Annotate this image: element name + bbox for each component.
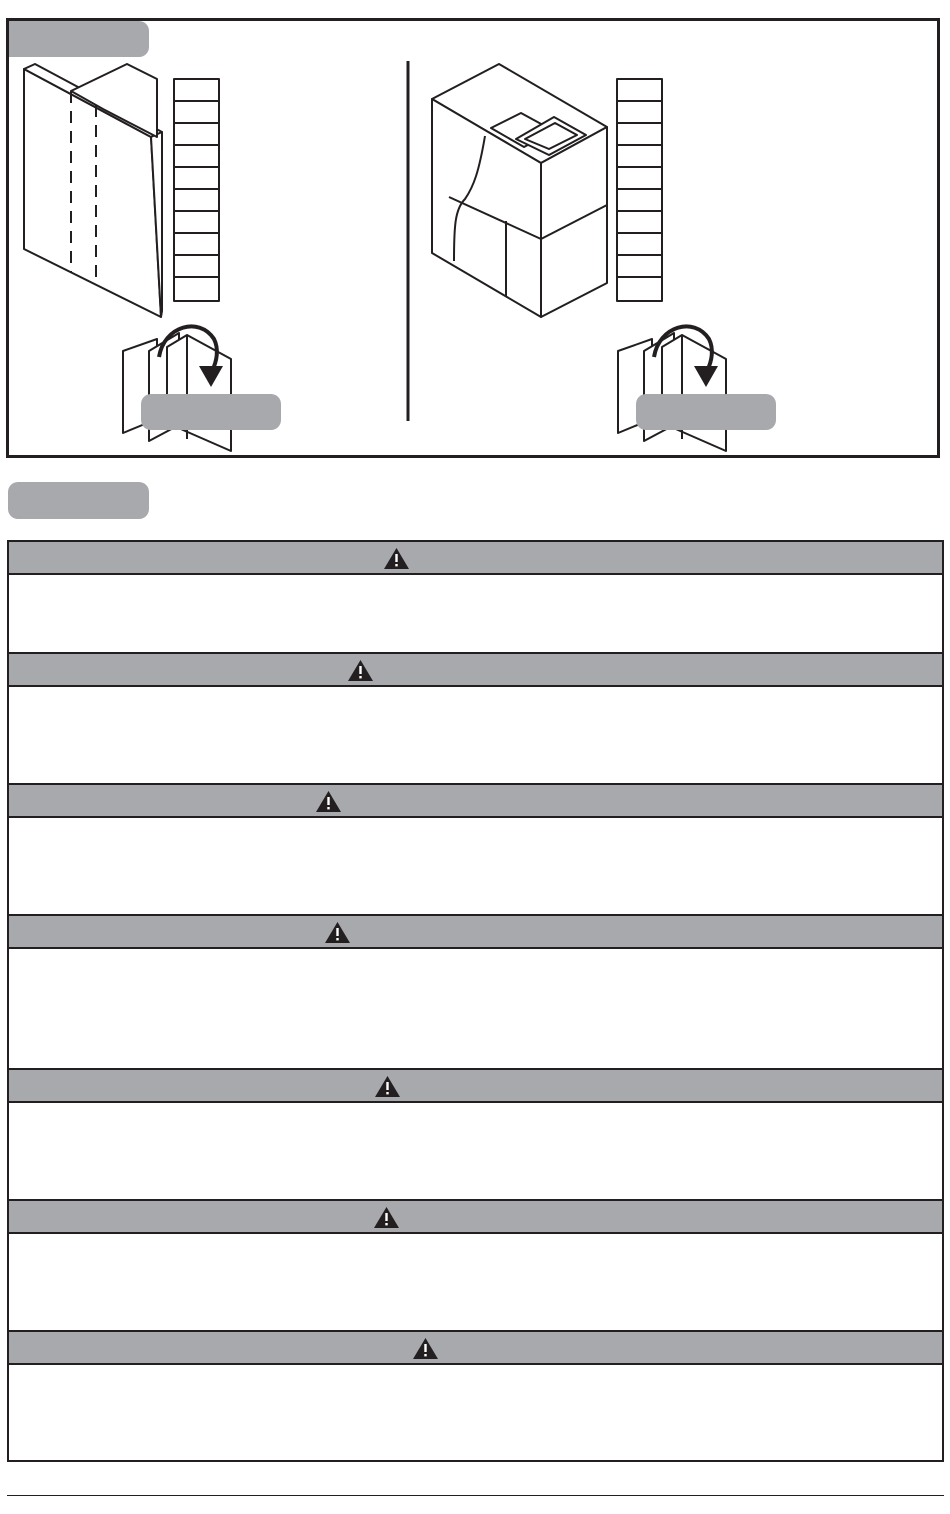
left-fold-label	[141, 394, 281, 430]
warning-block	[9, 1332, 942, 1460]
warning-header	[9, 785, 942, 818]
left-fold-pages-icon	[123, 333, 231, 451]
warning-block	[9, 542, 942, 652]
warning-triangle-icon	[325, 922, 350, 943]
flat-booklet-illustration	[24, 64, 219, 317]
warning-triangle-icon	[384, 548, 409, 569]
right-fold-label	[636, 394, 776, 430]
diagram-tab-label	[9, 21, 149, 57]
warning-triangle-icon	[374, 1207, 399, 1228]
warning-header	[9, 542, 942, 575]
footer-rule	[7, 1495, 944, 1496]
warning-block	[9, 1201, 942, 1330]
warning-header	[9, 1332, 942, 1365]
warning-triangle-icon	[348, 660, 373, 681]
fold-instructions-diagram	[6, 18, 940, 458]
warning-header	[9, 916, 942, 949]
warning-header	[9, 1070, 942, 1103]
warning-block	[9, 1070, 942, 1199]
warning-block	[9, 654, 942, 783]
warning-block	[9, 916, 942, 1068]
warning-header	[9, 1201, 942, 1234]
warning-block	[9, 785, 942, 914]
warning-triangle-icon	[316, 791, 341, 812]
warning-header	[9, 654, 942, 687]
warning-triangle-icon	[413, 1338, 438, 1359]
section-tab-label	[8, 482, 149, 519]
right-fold-pages-icon	[618, 333, 726, 451]
warning-triangle-icon	[375, 1076, 400, 1097]
folded-box-illustration	[432, 64, 662, 317]
warnings-table	[7, 540, 944, 1462]
